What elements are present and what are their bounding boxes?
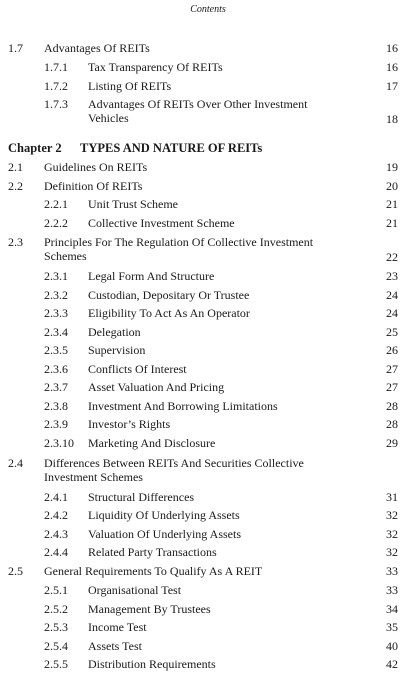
entry-number: 2.5 xyxy=(8,564,23,578)
entry-title: Differences Between REITs And Securities Collective Investment Schemes xyxy=(44,456,304,484)
entry-page: 29 xyxy=(386,436,398,450)
entry-number: 2.3.7 xyxy=(44,380,68,394)
entry-number: 2.4.3 xyxy=(44,527,68,541)
entry-title: Unit Trust Scheme xyxy=(88,197,179,211)
entry-page: 18 xyxy=(386,112,398,126)
entry-page: 32 xyxy=(386,508,398,522)
entry-title: Advantages Of REITs Over Other Investment Vehicles xyxy=(88,97,308,125)
entry-number: 1.7 xyxy=(8,41,23,55)
entry-number: 2.2 xyxy=(8,179,23,193)
entry-page: 32 xyxy=(386,527,398,541)
entry-title: Principles For The Regulation Of Collective Investment Schemes xyxy=(44,235,314,263)
entry-title: Management By Trustees xyxy=(88,602,211,616)
entry-title: Guidelines On REITs xyxy=(44,160,148,174)
entry-page: 33 xyxy=(386,564,398,578)
entry-number: 2.3.3 xyxy=(44,306,68,320)
entry-page: 27 xyxy=(386,362,398,376)
entry-number: 2.3.8 xyxy=(44,399,68,413)
entry-title: General Requirements To Qualify As A REIT xyxy=(44,564,263,578)
entry-title: Listing Of REITs xyxy=(88,79,172,93)
entry-page: 25 xyxy=(386,325,398,339)
entry-title: Advantages Of REITs xyxy=(44,41,150,55)
entry-number: 2.5.5 xyxy=(44,657,68,671)
entry-title: Valuation Of Underlying Assets xyxy=(88,527,241,541)
entry-title: Income Test xyxy=(88,620,147,634)
entry-number: 2.3.5 xyxy=(44,343,68,357)
entry-page: 19 xyxy=(386,160,398,174)
entry-title: Organisational Test xyxy=(88,583,182,597)
entry-page: 31 xyxy=(386,490,398,504)
entry-title: Delegation xyxy=(88,325,141,339)
entry-page: 35 xyxy=(386,620,398,634)
entry-page: 42 xyxy=(386,657,398,671)
entry-page: 20 xyxy=(386,179,398,193)
entry-page: 33 xyxy=(386,583,398,597)
entry-title: Collective Investment Scheme xyxy=(88,216,235,230)
entry-title: Legal Form And Structure xyxy=(88,269,215,283)
chapter-title: TYPES AND NATURE OF REITs xyxy=(80,141,263,155)
entry-number: 2.5.3 xyxy=(44,620,68,634)
entry-page: 28 xyxy=(386,417,398,431)
entry-number: 2.2.1 xyxy=(44,197,68,211)
entry-page: 17 xyxy=(386,79,398,93)
entry-number: 1.7.3 xyxy=(44,97,68,111)
entry-page: 21 xyxy=(386,216,398,230)
entry-page: 32 xyxy=(386,545,398,559)
entry-number: 2.3.6 xyxy=(44,362,68,376)
entry-number: 1.7.1 xyxy=(44,60,68,74)
entry-number: 2.3.10 xyxy=(44,436,74,450)
entry-page: 34 xyxy=(386,602,398,616)
chapter-number: Chapter 2 xyxy=(8,141,62,155)
entry-title: Eligibility To Act As An Operator xyxy=(88,306,250,320)
entry-title: Investment And Borrowing Limitations xyxy=(88,399,278,413)
entry-page: 16 xyxy=(386,60,398,74)
entry-page: 16 xyxy=(386,41,398,55)
entry-number: 2.1 xyxy=(8,160,23,174)
entry-title: Supervision xyxy=(88,343,146,357)
entry-number: 2.4.2 xyxy=(44,508,68,522)
entry-number: 2.2.2 xyxy=(44,216,68,230)
entry-number: 2.5.4 xyxy=(44,639,68,653)
running-header: Contents xyxy=(190,4,226,15)
entry-title: Structural Differences xyxy=(88,490,195,504)
entry-page: 21 xyxy=(386,197,398,211)
entry-title: Distribution Requirements xyxy=(88,657,216,671)
entry-page: 24 xyxy=(386,288,398,302)
entry-number: 2.3.2 xyxy=(44,288,68,302)
entry-page: 27 xyxy=(386,380,398,394)
entry-number: 2.3.4 xyxy=(44,325,68,339)
entry-title: Asset Valuation And Pricing xyxy=(88,380,225,394)
entry-page: 28 xyxy=(386,399,398,413)
entry-number: 2.3.9 xyxy=(44,417,68,431)
entry-title: Assets Test xyxy=(88,639,142,653)
entry-title: Investor’s Rights xyxy=(88,417,171,431)
entry-number: 2.4.1 xyxy=(44,490,68,504)
entry-title: Conflicts Of Interest xyxy=(88,362,187,376)
entry-title: Related Party Transactions xyxy=(88,545,217,559)
entry-title: Custodian, Depositary Or Trustee xyxy=(88,288,250,302)
entry-number: 2.4.4 xyxy=(44,545,68,559)
entry-number: 1.7.2 xyxy=(44,79,68,93)
entry-number: 2.5.2 xyxy=(44,602,68,616)
entry-page: 23 xyxy=(386,269,398,283)
entry-title: Tax Transparency Of REITs xyxy=(88,60,223,74)
entry-page: 26 xyxy=(386,343,398,357)
entry-page: 22 xyxy=(386,250,398,264)
entry-title: Marketing And Disclosure xyxy=(88,436,216,450)
entry-title: Liquidity Of Underlying Assets xyxy=(88,508,240,522)
entry-number: 2.3 xyxy=(8,235,23,249)
entry-page: 24 xyxy=(386,306,398,320)
entry-page: 40 xyxy=(386,639,398,653)
entry-number: 2.3.1 xyxy=(44,269,68,283)
entry-number: 2.4 xyxy=(8,456,23,470)
entry-title: Definition Of REITs xyxy=(44,179,143,193)
entry-number: 2.5.1 xyxy=(44,583,68,597)
